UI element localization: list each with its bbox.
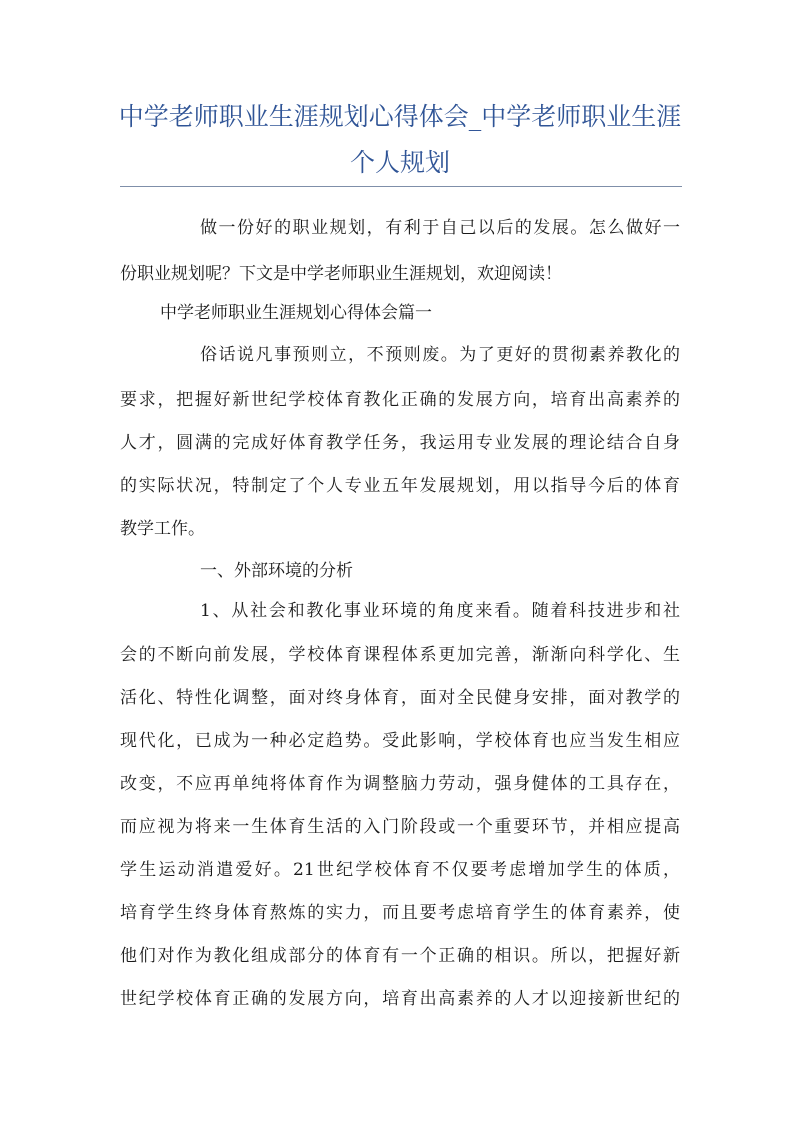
paragraph-2-line-5: 改变，不应再单纯将体育作为调整脑力劳动，强身健体的工具存在， [120,774,680,794]
paragraph-1-line-2: 要求，把握好新世纪学校体育教化正确的发展方向，培育出高素养的 [120,390,680,410]
paragraph-2-line-10: 世纪学校体育正确的发展方向，培育出高素养的人才以迎接新世纪的 [120,989,680,1009]
paragraph-2-line-6: 而应视为将来一生体育生活的入门阶段或一个重要环节，并相应提高 [120,817,680,837]
intro-line-1: 做一份好的职业规划，有利于自己以后的发展。怎么做好一 [200,218,680,238]
paragraph-2-line-7: 学生运动消遣爱好。21世纪学校体育不仅要考虑增加学生的体质， [120,860,680,880]
paragraph-2-line-9: 他们对作为教化组成部分的体育有一个正确的相识。所以，把握好新 [120,946,680,966]
intro-line-2: 份职业规划呢？下文是中学老师职业生涯规划，欢迎阅读！ [120,264,562,284]
subheading-external-environment: 一、外部环境的分析 [200,561,353,581]
document-title-line-1: 中学老师职业生涯规划心得体会_中学老师职业生涯 [118,102,682,131]
title-underline-divider [120,186,682,187]
paragraph-2-line-8: 培育学生终身体育熬炼的实力，而且要考虑培育学生的体育素养，使 [120,903,680,923]
paragraph-2-line-3: 活化、特性化调整，面对终身体育，面对全民健身安排，面对教学的 [120,688,680,708]
paragraph-1-line-1: 俗话说凡事预则立，不预则废。为了更好的贯彻素养教化的 [200,345,680,365]
paragraph-2-line-1: 1、从社会和教化事业环境的角度来看。随着科技进步和社 [200,601,680,621]
section-heading: 中学老师职业生涯规划心得体会篇一 [160,303,432,323]
paragraph-2-line-4: 现代化，已成为一种必定趋势。受此影响，学校体育也应当发生相应 [120,731,680,751]
paragraph-1-line-3: 人才，圆满的完成好体育教学任务，我运用专业发展的理论结合自身 [120,433,680,453]
paragraph-2-line-2: 会的不断向前发展，学校体育课程体系更加完善，渐渐向科学化、生 [120,645,680,665]
paragraph-1-line-5: 教学工作。 [120,519,205,539]
document-title-line-2: 个人规划 [349,148,450,177]
paragraph-1-line-4: 的实际状况，特制定了个人专业五年发展规划，用以指导今后的体育 [120,476,680,496]
